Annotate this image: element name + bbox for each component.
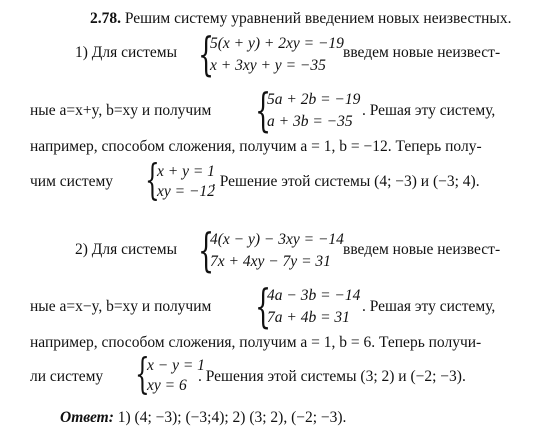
equation: 4a − 3b = −14 bbox=[267, 287, 361, 304]
part1-line3: например, способом сложения, получим a = 1, b = −12. Теперь полу- bbox=[30, 138, 482, 155]
problem-statement: Решим систему уравнений введением новых неизвестных. bbox=[124, 10, 512, 27]
part2-intro: 2) Для системы bbox=[75, 241, 178, 258]
equation: xy = −12 bbox=[157, 183, 215, 200]
part1-intro-tail: введем новые неизвест- bbox=[343, 44, 501, 61]
part2-line3: например, способом сложения, получим a = 1, b = 6. Теперь получи- bbox=[30, 334, 482, 351]
part2-final-system bbox=[135, 349, 205, 398]
problem-header bbox=[90, 10, 511, 28]
part1-intro: 1) Для системы bbox=[75, 44, 178, 61]
brace-icon: { bbox=[198, 223, 215, 277]
brace-icon: { bbox=[255, 83, 272, 137]
part2-line4-tail: . Решения этой системы (3; 2) и (−2; −3). bbox=[198, 368, 466, 385]
equation: 5(x + y) + 2xy = −19 bbox=[210, 35, 344, 52]
equation: 7a + 4b = 31 bbox=[267, 309, 350, 326]
equation: 4(x − y) − 3xy = −14 bbox=[210, 231, 344, 248]
part1-line2: ные a=x+y, b=xy и получим bbox=[30, 102, 212, 119]
part2-sub-system bbox=[255, 279, 375, 333]
answer-text: 1) (4; −3); (−3;4); 2) (3; 2), (−2; −3). bbox=[117, 409, 347, 426]
part2-intro-tail: введем новые неизвест- bbox=[343, 241, 501, 258]
equation: a + 3b = −35 bbox=[267, 113, 353, 130]
brace-icon: { bbox=[135, 349, 150, 398]
brace-icon: { bbox=[255, 279, 272, 333]
part2-system bbox=[198, 223, 358, 277]
part1-line4-tail: . Решение этой системы (4; −3) и (−3; 4). bbox=[212, 173, 480, 190]
part1-system bbox=[198, 27, 358, 81]
equation: 7x + 4xy − 7y = 31 bbox=[210, 253, 331, 270]
part2-line2-tail: . Решая эту систему, bbox=[362, 298, 496, 315]
part1-sub-system bbox=[255, 83, 375, 137]
part2-line2: ные a=x−y, b=xy и получим bbox=[30, 298, 212, 315]
part1-line4: чим систему bbox=[30, 173, 114, 190]
equation: 5a + 2b = −19 bbox=[267, 91, 361, 108]
equation: x + y = 1 bbox=[157, 163, 215, 180]
answer-label: Ответ: bbox=[60, 409, 114, 426]
equation: xy = 6 bbox=[147, 377, 187, 394]
brace-icon: { bbox=[198, 27, 215, 81]
part2-line4: ли систему bbox=[30, 368, 104, 385]
equation: x − y = 1 bbox=[147, 357, 205, 374]
answer-line bbox=[60, 409, 346, 427]
problem-number: 2.78. bbox=[90, 10, 121, 27]
part1-line2-tail: . Решая эту систему, bbox=[362, 102, 496, 119]
equation: x + 3xy + y = −35 bbox=[210, 57, 326, 74]
brace-icon: { bbox=[145, 155, 160, 204]
